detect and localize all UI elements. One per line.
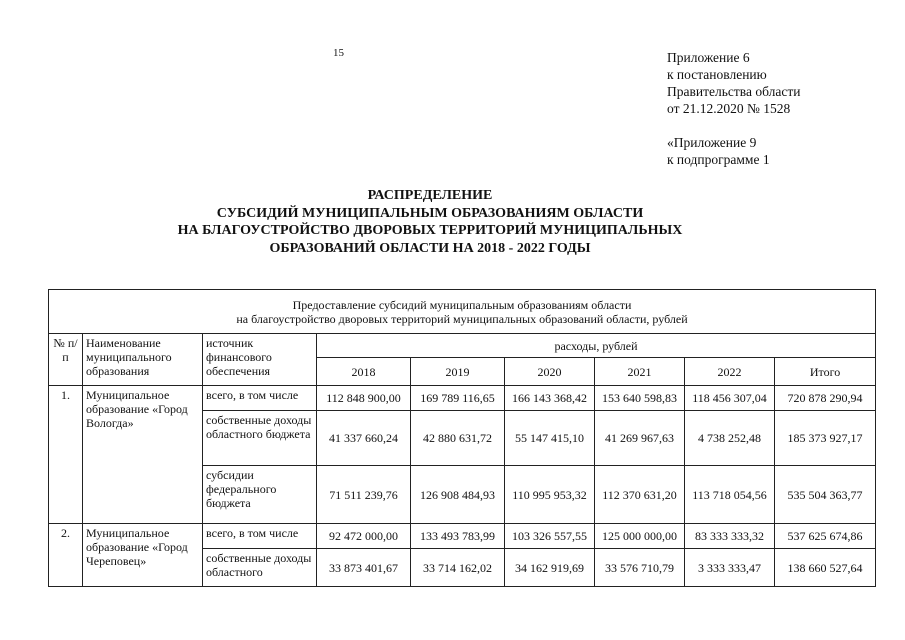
value-cell: 103 326 557,55 bbox=[505, 524, 595, 549]
header-source: источник финансового обеспечения bbox=[203, 334, 317, 386]
table-row bbox=[49, 524, 876, 549]
value-cell: 125 000 000,00 bbox=[595, 524, 685, 549]
value-cell: 33 576 710,79 bbox=[595, 549, 685, 587]
header-year: 2019 bbox=[411, 358, 505, 386]
value-cell: 71 511 239,76 bbox=[317, 466, 411, 524]
value-cell: 92 472 000,00 bbox=[317, 524, 411, 549]
value-cell: 169 789 116,65 bbox=[411, 386, 505, 411]
value-cell: 537 625 674,86 bbox=[775, 524, 876, 549]
value-cell: 112 848 900,00 bbox=[317, 386, 411, 411]
value-cell: 41 269 967,63 bbox=[595, 411, 685, 466]
appendix-block bbox=[667, 49, 800, 168]
title-line: РАСПРЕДЕЛЕНИЕ bbox=[367, 188, 493, 203]
value-cell: 110 995 953,32 bbox=[505, 466, 595, 524]
title-line: ОБРАЗОВАНИЙ ОБЛАСТИ НА 2018 - 2022 ГОДЫ bbox=[269, 240, 591, 256]
caption-line: Предоставление субсидий муниципальным образованиям области bbox=[292, 297, 632, 312]
appendix-line: от 21.12.2020 № 1528 bbox=[667, 101, 791, 116]
header-total: Итого bbox=[775, 358, 876, 386]
value-cell: 535 504 363,77 bbox=[775, 466, 876, 524]
header-name: Наименование муниципального образования bbox=[83, 334, 203, 386]
value-cell: 720 878 290,94 bbox=[775, 386, 876, 411]
funding-source: собственные доходы областного bbox=[203, 549, 317, 587]
value-cell: 113 718 054,56 bbox=[685, 466, 775, 524]
value-cell: 4 738 252,48 bbox=[685, 411, 775, 466]
value-cell: 3 333 333,47 bbox=[685, 549, 775, 587]
table-row bbox=[49, 386, 876, 411]
appendix-line: Правительства области bbox=[667, 84, 801, 99]
value-cell: 166 143 368,42 bbox=[505, 386, 595, 411]
value-cell: 118 456 307,04 bbox=[685, 386, 775, 411]
header-expenses: расходы, рублей bbox=[317, 334, 876, 358]
row-number: 2. bbox=[49, 524, 83, 587]
funding-source: собственные доходы областного бюджета bbox=[203, 411, 317, 466]
title-line: НА БЛАГОУСТРОЙСТВО ДВОРОВЫХ ТЕРРИТОРИЙ МУНИЦИПАЛЬНЫХ bbox=[177, 223, 683, 238]
value-cell: 112 370 631,20 bbox=[595, 466, 685, 524]
appendix-line: «Приложение 9 bbox=[667, 135, 757, 150]
header-year: 2020 bbox=[505, 358, 595, 386]
header-year: 2022 bbox=[685, 358, 775, 386]
caption-line: на благоустройство дворовых территорий муниципальных образований области, рублей bbox=[236, 311, 688, 326]
value-cell: 33 714 162,02 bbox=[411, 549, 505, 587]
document-title bbox=[150, 187, 710, 257]
appendix-line: к подпрограмме 1 bbox=[667, 152, 770, 167]
header-year: 2021 bbox=[595, 358, 685, 386]
value-cell: 83 333 333,32 bbox=[685, 524, 775, 549]
value-cell: 133 493 783,99 bbox=[411, 524, 505, 549]
funding-source: всего, в том числе bbox=[203, 386, 317, 411]
municipality-name: Муниципальное образование «Город Череповец» bbox=[83, 524, 203, 587]
value-cell: 126 908 484,93 bbox=[411, 466, 505, 524]
value-cell: 34 162 919,69 bbox=[505, 549, 595, 587]
value-cell: 41 337 660,24 bbox=[317, 411, 411, 466]
appendix-line: Приложение 6 bbox=[667, 50, 750, 65]
value-cell: 55 147 415,10 bbox=[505, 411, 595, 466]
title-line: СУБСИДИЙ МУНИЦИПАЛЬНЫМ ОБРАЗОВАНИЯМ ОБЛАСТИ bbox=[216, 205, 644, 221]
header-year: 2018 bbox=[317, 358, 411, 386]
appendix-line: к постановлению bbox=[667, 67, 767, 82]
value-cell: 42 880 631,72 bbox=[411, 411, 505, 466]
value-cell: 153 640 598,83 bbox=[595, 386, 685, 411]
funding-source: всего, в том числе bbox=[203, 524, 317, 549]
distribution-table bbox=[48, 289, 876, 587]
value-cell: 138 660 527,64 bbox=[775, 549, 876, 587]
header-no: № п/п bbox=[49, 334, 83, 386]
funding-source: субсидии федерального бюджета bbox=[203, 466, 317, 524]
value-cell: 33 873 401,67 bbox=[317, 549, 411, 587]
table-caption bbox=[49, 290, 876, 334]
row-number: 1. bbox=[49, 386, 83, 524]
page-number: 15 bbox=[333, 47, 344, 59]
value-cell: 185 373 927,17 bbox=[775, 411, 876, 466]
municipality-name: Муниципальное образование «Город Вологда» bbox=[83, 386, 203, 524]
